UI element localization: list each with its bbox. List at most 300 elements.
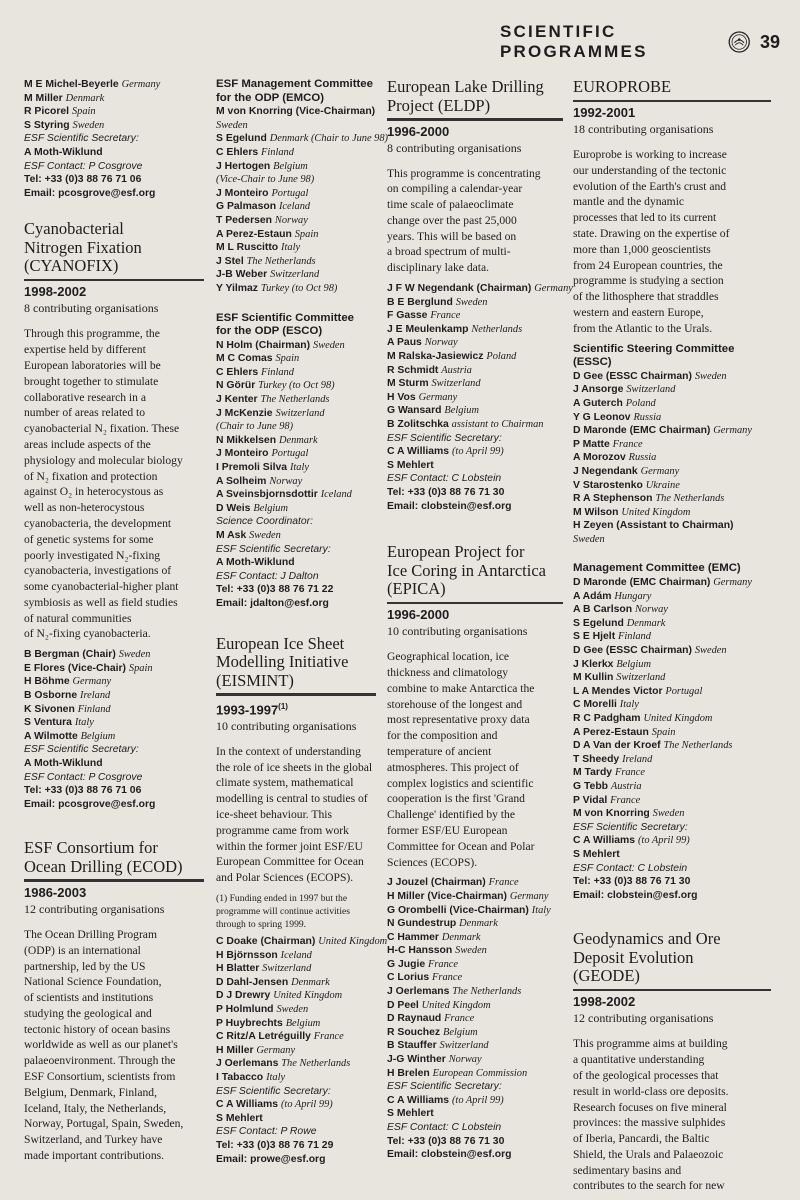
- person-country: Belgium: [80, 730, 116, 742]
- text-line: our understanding of the tectonic: [573, 163, 727, 177]
- person-name: S Styring: [24, 119, 70, 131]
- contact-email: Email: clobstein@esf.org: [387, 1149, 512, 1161]
- contact-label: ESF Contact: C Lobstein: [387, 1122, 502, 1134]
- person-country: Germany: [713, 577, 752, 589]
- text-line: Through this programme, the: [24, 327, 160, 341]
- person-name: J McKenzie: [216, 407, 273, 419]
- person-country: Iceland: [280, 949, 312, 961]
- person-name: N Holm (Chairman): [216, 339, 311, 351]
- footnote: [216, 892, 376, 931]
- title-rule: [573, 989, 771, 992]
- text-line: well as non-heterocystous: [24, 501, 145, 515]
- section-title: (EISMINT): [216, 670, 294, 690]
- text-line: of scientists and institutions: [24, 991, 154, 1005]
- contact-email: Email: jdalton@esf.org: [216, 597, 329, 609]
- person-name: A Perez-Estaun: [216, 228, 292, 240]
- person-country: Sweden: [573, 533, 605, 545]
- text-line: and Polar Sciences (ECOPS).: [216, 871, 354, 885]
- person-name: H Böhme: [24, 676, 70, 688]
- section-title: (GEODE): [573, 966, 640, 986]
- text-line: Research focuses on five mineral: [573, 1100, 727, 1114]
- person-name: C Lorius: [387, 972, 430, 984]
- person-name: L A Mendes Victor: [573, 685, 663, 697]
- text-line: against O₂ in heterocystous as: [24, 485, 164, 499]
- person-name: D Maronde (EMC Chairman): [573, 425, 711, 437]
- text-line: state. Drawing on the expertise of: [573, 226, 730, 240]
- contact-label: ESF Contact: C Lobstein: [387, 473, 502, 485]
- person-name: M Sturm: [387, 378, 429, 390]
- secretary-name: S Mehlert: [387, 1108, 434, 1120]
- person-country: Finland: [618, 631, 651, 643]
- section-title: Ocean Drilling (ECOD): [24, 856, 183, 876]
- person-country: Belgium: [616, 658, 651, 670]
- text-line: palaeoenvironment. Through the: [24, 1054, 176, 1068]
- text-line: Shield, the Urals and Palaeozoic: [573, 1147, 724, 1161]
- person-name: D Peel: [387, 999, 419, 1011]
- person-name: N Görür: [216, 380, 256, 392]
- text-line: National Science Foundation,: [24, 975, 162, 989]
- secretary-label: ESF Scientific Secretary:: [24, 133, 139, 145]
- contact-tel: Tel: +33 (0)3 88 76 71 30: [573, 876, 691, 888]
- person-country: Sweden: [249, 530, 281, 541]
- person-country: Finland: [261, 366, 294, 378]
- person-name: D Gee (ESSC Chairman): [573, 370, 692, 382]
- text-line: Belgium, Denmark, Finland,: [24, 1085, 157, 1099]
- text-line: from 24 European countries, the: [573, 258, 723, 272]
- header-title: SCIENTIFIC PROGRAMMES: [500, 22, 648, 61]
- person-name: Y Yilmaz: [216, 282, 258, 294]
- person-name: J E Meulenkamp: [387, 323, 469, 335]
- person-country: Italy: [289, 462, 309, 474]
- person-name: N Gundestrup: [387, 918, 457, 930]
- text-line: the role of ice sheets in the global: [216, 760, 373, 774]
- person-country: Norway: [274, 214, 308, 226]
- person-country: Germany: [418, 391, 458, 403]
- section-title: Geodynamics and Ore: [573, 929, 721, 949]
- text-line: areas include aspects of the: [24, 437, 151, 451]
- person-country: Norway: [448, 1054, 482, 1066]
- secretary-name: C A Williams: [573, 835, 636, 847]
- person-country: Portugal: [271, 187, 309, 199]
- person-country: Poland: [486, 351, 517, 363]
- person-name: J F W Negendank (Chairman): [387, 283, 532, 295]
- person-country: The Netherlands: [663, 740, 733, 752]
- text-line: through to spring 1999.: [216, 919, 307, 931]
- section-years: 1998-2002: [573, 994, 636, 1010]
- column-3: [387, 77, 573, 1162]
- person-name: T Pedersen: [216, 214, 273, 226]
- text-line: sedimentary basins and: [573, 1163, 682, 1177]
- person-name: B Bergman (Chair): [24, 649, 116, 661]
- text-line: cyanobacteria, investigations of: [24, 564, 172, 578]
- contact-email: Email: pcosgrove@esf.org: [24, 798, 156, 810]
- person-name: J Negendank: [573, 465, 638, 477]
- text-line: complex logistics and scientific: [387, 776, 534, 790]
- person-country: Switzerland: [275, 407, 325, 419]
- person-name: R Souchez: [387, 1026, 441, 1038]
- secretary-name: C A Williams: [216, 1099, 279, 1111]
- text-line: some cyanobacterial-higher plant: [24, 580, 179, 594]
- person-country: assistant to Chairman: [451, 419, 544, 431]
- person-name: A Morozov: [573, 452, 626, 464]
- text-line: result in world-class ore deposits.: [573, 1084, 729, 1098]
- person-country: Sweden: [72, 119, 105, 131]
- person-name: T Sheedy: [573, 753, 620, 765]
- section-orgs: 12 contributing organisations: [573, 1011, 714, 1026]
- person-name: J Klerkx: [573, 658, 614, 670]
- section-years: 1986-2003: [24, 884, 87, 900]
- text-line: temperature of ancient: [387, 744, 492, 758]
- person-name: H Miller (Vice-Chairman): [387, 890, 507, 902]
- person-country: Poland: [625, 397, 656, 409]
- secretary-name: C A Williams: [387, 1094, 450, 1106]
- person-country: Germany: [509, 890, 549, 902]
- secretary-label: ESF Scientific Secretary:: [573, 821, 688, 833]
- person-name: A Perez-Estaun: [573, 726, 649, 738]
- committee-heading: ESF Scientific Committee: [216, 311, 354, 324]
- person-country: Russia: [633, 411, 662, 423]
- contact-label: ESF Contact: P Cosgrove: [24, 160, 143, 172]
- person-country: Portugal: [271, 448, 309, 460]
- person-name: M C Comas: [216, 353, 273, 365]
- coordinator-label: Science Coordinator:: [216, 516, 314, 528]
- person-country: France: [430, 310, 461, 322]
- person-country: United Kingdom: [318, 936, 388, 948]
- person-name: J Hertogen: [216, 160, 271, 172]
- person-country: France: [612, 438, 643, 450]
- person-name: C Morelli: [573, 699, 617, 711]
- person-name: P Matte: [573, 438, 610, 450]
- person-name: A Paus: [387, 337, 422, 349]
- section-title: European Ice Sheet: [216, 633, 345, 653]
- section-title: Modelling Initiative: [216, 652, 349, 672]
- person-country: Norway: [269, 475, 303, 487]
- person-name: A Solheim: [216, 475, 267, 487]
- text-line: This programme is concentrating: [387, 166, 541, 180]
- person-name: H Brelen: [387, 1067, 430, 1079]
- person-country: Switzerland: [262, 963, 312, 975]
- person-country: Denmark: [291, 976, 330, 988]
- person-country: Sweden: [455, 296, 488, 308]
- person-country: The Netherlands: [655, 493, 725, 505]
- section-description: [216, 744, 376, 886]
- person-country: Belgium: [253, 502, 288, 514]
- person-country: Ukraine: [645, 479, 680, 491]
- person-name: F Gasse: [387, 310, 428, 322]
- person-country: Switzerland: [626, 384, 676, 396]
- person-name: H Blatter: [216, 963, 260, 975]
- person-name: S E Hjelt: [573, 631, 616, 643]
- section-title: European Lake Drilling: [387, 77, 544, 96]
- text-line: studying the geological and: [24, 1006, 152, 1020]
- secretary-name: C A Williams: [387, 446, 450, 458]
- person-country: Norway: [634, 604, 668, 616]
- title-rule: [24, 879, 204, 882]
- person-name: A Wilmotte: [24, 730, 78, 742]
- person-name: D J Drewry: [216, 990, 271, 1002]
- text-line: European Committee for Ocean: [216, 855, 364, 869]
- text-line: cyanobacterial N₂ fixation. These: [24, 422, 180, 436]
- person-country: The Netherlands: [260, 394, 330, 406]
- text-line: within the former joint ESF/EU: [216, 839, 363, 853]
- person-country: Norway: [424, 337, 458, 349]
- person-name: E Flores (Vice-Chair): [24, 662, 127, 674]
- text-line: made important contributions.: [24, 1149, 165, 1163]
- person-country: Sweden: [694, 370, 727, 382]
- section-orgs: 18 contributing organisations: [573, 122, 714, 136]
- contact-tel: Tel: +33 (0)3 88 76 71 30: [387, 1135, 505, 1147]
- text-line: on compiling a calendar-year: [387, 182, 523, 196]
- secretary-name: S Mehlert: [387, 459, 434, 471]
- contact-tel: Tel: +33 (0)3 88 76 71 06: [24, 785, 142, 797]
- text-line: western and eastern Europe,: [573, 305, 704, 319]
- section-title: Project (ELDP): [387, 95, 491, 115]
- secretary-label: ESF Scientific Secretary:: [387, 432, 502, 444]
- person-name: M von Knorring (Vice-Chairman): [216, 106, 376, 118]
- text-line: In the context of understanding: [216, 744, 361, 758]
- contact-email: Email: clobstein@esf.org: [573, 889, 698, 901]
- person-name: R Picorel: [24, 106, 70, 118]
- contact-label: ESF Contact: C Lobstein: [573, 862, 688, 874]
- person-name: B Zolitschka: [387, 419, 449, 431]
- text-line: Sciences (ECOPS).: [387, 855, 478, 869]
- person-country: Spain: [651, 726, 676, 738]
- title-rule: [573, 100, 771, 103]
- person-name: J Oerlemans: [216, 1058, 279, 1070]
- text-line: tectonic history of ocean basins: [24, 1022, 171, 1036]
- person-name: G Jugie: [387, 958, 426, 970]
- person-name: R Schmidt: [387, 364, 439, 376]
- person-name: S Ventura: [24, 717, 72, 729]
- person-country: Italy: [281, 242, 301, 254]
- person-country: United Kingdom: [273, 990, 343, 1002]
- person-name: I Premoli Silva: [216, 462, 288, 474]
- person-name: M Tardy: [573, 767, 613, 779]
- text-line: mantle and the dynamic: [573, 195, 685, 209]
- person-country: Iceland: [320, 489, 352, 501]
- section-title: EUROPROBE: [573, 77, 672, 96]
- section-description: [387, 649, 563, 870]
- person-name: H-C Hansson: [387, 945, 453, 957]
- committee-heading: ESF Management Committee: [216, 78, 373, 90]
- text-line: a broad spectrum of multi-: [387, 245, 511, 259]
- contact-label: ESF Contact: P Rowe: [216, 1126, 317, 1138]
- secretary-name: A Moth-Wiklund: [216, 557, 295, 569]
- secretary-label: ESF Scientific Secretary:: [216, 1085, 331, 1097]
- person-country: Sweden: [118, 649, 151, 661]
- text-line: of genetic systems for some: [24, 532, 154, 546]
- title-rule: [216, 693, 376, 696]
- text-line: brought together to stimulate: [24, 374, 159, 388]
- person-name: A B Carlson: [573, 604, 633, 616]
- person-country: France: [313, 1031, 344, 1043]
- text-line: number of areas related to: [24, 406, 146, 420]
- person-country: Sweden: [276, 1004, 309, 1016]
- text-line: a quantitative understanding: [573, 1053, 705, 1067]
- secretary-name: S Mehlert: [216, 1112, 263, 1124]
- person-country: Denmark: [459, 918, 498, 930]
- person-country: Denmark (Chair to June 98): [269, 133, 389, 145]
- person-country: Italy: [619, 699, 639, 711]
- section-title: Ice Coring in Antarctica: [387, 560, 546, 580]
- text-line: processes that led to its current: [573, 211, 717, 225]
- person-country: France: [432, 972, 463, 984]
- section-title: European Project for: [387, 542, 525, 562]
- secretary-label: ESF Scientific Secretary:: [24, 744, 139, 756]
- text-line: evolution of the Earth's crust and: [573, 179, 727, 193]
- contact-label: ESF Contact: J Dalton: [216, 570, 319, 582]
- section-orgs: 10 contributing organisations: [216, 718, 357, 733]
- person-name: C Ritz/A Letréguilly: [216, 1031, 311, 1043]
- section-title: (CYANOFIX): [24, 256, 119, 276]
- person-country: Belgium: [273, 160, 308, 172]
- text-line: time scale of palaeoclimate: [387, 198, 514, 212]
- section-description: [24, 326, 204, 642]
- secretary-name: A Moth-Wiklund: [24, 758, 103, 770]
- person-country: Sweden: [652, 808, 685, 820]
- person-country: (Vice-Chair to June 98): [216, 174, 315, 186]
- text-line: Iceland, Italy, the Netherlands,: [24, 1101, 167, 1115]
- person-country: France: [444, 1013, 475, 1025]
- text-line: combine to make Antarctica the: [387, 681, 535, 695]
- section-years: 1996-2000: [387, 607, 450, 623]
- section-years: 1998-2002: [24, 284, 87, 300]
- section-years-row: [216, 699, 376, 718]
- text-line: (1) Funding ended in 1997 but the: [216, 893, 348, 905]
- person-country: Sweden: [694, 645, 727, 657]
- text-line: programme will continue activities: [216, 906, 351, 918]
- person-country: Denmark: [626, 617, 666, 629]
- text-line: Challenge' identified by the: [387, 808, 515, 822]
- person-name: C Ehlers: [216, 146, 259, 158]
- contact-email: Email: pcosgrove@esf.org: [24, 187, 156, 199]
- person-country: Germany: [72, 676, 112, 688]
- text-line: programme is studying a section: [573, 274, 724, 288]
- secretary-name: S Mehlert: [573, 848, 620, 860]
- person-name: A Guterch: [573, 397, 623, 409]
- text-line: cooperation is the first 'Grand: [387, 792, 525, 806]
- person-country: Finland: [261, 146, 294, 158]
- person-name: H Björnsson: [216, 949, 278, 961]
- page-header: [500, 22, 780, 62]
- section-title: Nitrogen Fixation: [24, 237, 142, 257]
- person-country: The Netherlands: [281, 1058, 351, 1070]
- secretary-name: A Moth-Wiklund: [24, 146, 103, 158]
- section-orgs: 12 contributing organisations: [24, 901, 165, 916]
- contact-email: Email: prowe@esf.org: [216, 1153, 326, 1165]
- text-line: of Iberia, Pancardi, the Baltic: [573, 1132, 710, 1146]
- section-orgs: 8 contributing organisations: [24, 301, 159, 316]
- text-line: climate system, mathematical: [216, 776, 354, 790]
- text-line: contributes to the search for new: [573, 1179, 725, 1193]
- secretary-note: (to April 99): [451, 446, 504, 458]
- text-line: of the geological processes that: [573, 1068, 719, 1082]
- person-name: M von Knorring: [573, 808, 650, 820]
- person-country: Portugal: [665, 685, 703, 697]
- text-line: programme came from work: [216, 823, 349, 837]
- committee-heading: (ESSC): [573, 356, 612, 369]
- person-name: B E Berglund: [387, 296, 453, 308]
- person-name: J Oerlemans: [387, 986, 450, 998]
- footnote-mark: (1): [278, 701, 288, 711]
- section-description: [24, 927, 204, 1164]
- person-country: France: [610, 794, 641, 806]
- person-country: Belgium: [444, 405, 479, 417]
- text-line: poorly investigated N₂-fixing: [24, 548, 161, 562]
- text-line: physiology and molecular biology: [24, 453, 183, 467]
- person-country: European Commission: [432, 1067, 528, 1079]
- person-country: Denmark: [441, 931, 481, 943]
- person-country: Ireland: [80, 690, 111, 702]
- contact-tel: Tel: +33 (0)3 88 76 71 29: [216, 1139, 334, 1151]
- section-description: [573, 147, 771, 337]
- secretary-label: ESF Scientific Secretary:: [216, 543, 331, 555]
- text-line: modelling is central to studies of: [216, 792, 368, 806]
- text-line: collaborative research in a: [24, 390, 146, 404]
- text-line: worldwide as well as our planet's: [24, 1038, 178, 1052]
- person-name: V Starostenko: [573, 479, 643, 491]
- person-name: C Hammer: [387, 931, 439, 943]
- person-country: Sweden: [313, 339, 345, 351]
- text-line: ESF Consortium, scientists from: [24, 1070, 176, 1084]
- person-name: J Stel: [216, 255, 244, 267]
- person-country: Netherlands: [471, 323, 523, 335]
- person-country: France: [488, 877, 519, 889]
- person-name: J-B Weber: [216, 269, 268, 281]
- text-line: storehouse of the longest and: [387, 697, 523, 711]
- person-country: Belgium: [285, 1017, 321, 1029]
- section-orgs: 10 contributing organisations: [387, 624, 528, 639]
- person-country: Italy: [531, 904, 551, 916]
- person-country: Italy: [74, 717, 94, 729]
- person-name: D A Van der Kroef: [573, 740, 661, 752]
- text-line: more than 1,000 geoscientists: [573, 242, 711, 256]
- esf-logo-icon: [728, 28, 750, 56]
- person-country: Turkey (to Oct 98): [258, 380, 335, 392]
- person-country: Russia: [628, 452, 657, 464]
- text-line: European laboratories will be: [24, 358, 161, 372]
- person-country: Iceland: [278, 201, 311, 213]
- text-line: for the composition and: [387, 729, 498, 743]
- person-name: G Orombelli (Vice-Chairman): [387, 904, 529, 916]
- person-name: J Ansorge: [573, 384, 624, 396]
- text-line: of the lithosphere that straddles: [573, 290, 719, 304]
- title-rule: [387, 602, 563, 605]
- person-name: J-G Winther: [387, 1054, 446, 1066]
- text-line: symbiosis as well as field studies: [24, 595, 178, 609]
- person-country: Spain: [71, 106, 96, 118]
- person-country: Denmark: [65, 92, 105, 104]
- text-line: of natural communities: [24, 611, 132, 625]
- text-line: cyanobacteria, the development: [24, 516, 172, 530]
- person-country: Germany: [256, 1044, 296, 1056]
- title-rule: [387, 118, 563, 121]
- text-line: atmospheres. This project of: [387, 760, 519, 774]
- person-name: H Zeyen (Assistant to Chairman): [573, 520, 734, 532]
- committee-heading: for the ODP (EMCO): [216, 91, 324, 104]
- secretary-note: (to April 99): [637, 835, 690, 847]
- text-line: The Ocean Drilling Program: [24, 927, 157, 941]
- person-country: Turkey (to Oct 98): [260, 282, 338, 294]
- section-years: 1996-2000: [387, 123, 450, 139]
- text-line: Committee for Ocean and Polar: [387, 839, 535, 853]
- person-country: Ireland: [622, 753, 653, 765]
- text-line: provinces: the massive sulphides: [573, 1116, 726, 1130]
- section-description: [387, 166, 563, 277]
- person-country: Austria: [441, 364, 472, 376]
- text-line: Switzerland, and Turkey have: [24, 1133, 163, 1147]
- section-orgs: 8 contributing organisations: [387, 140, 522, 155]
